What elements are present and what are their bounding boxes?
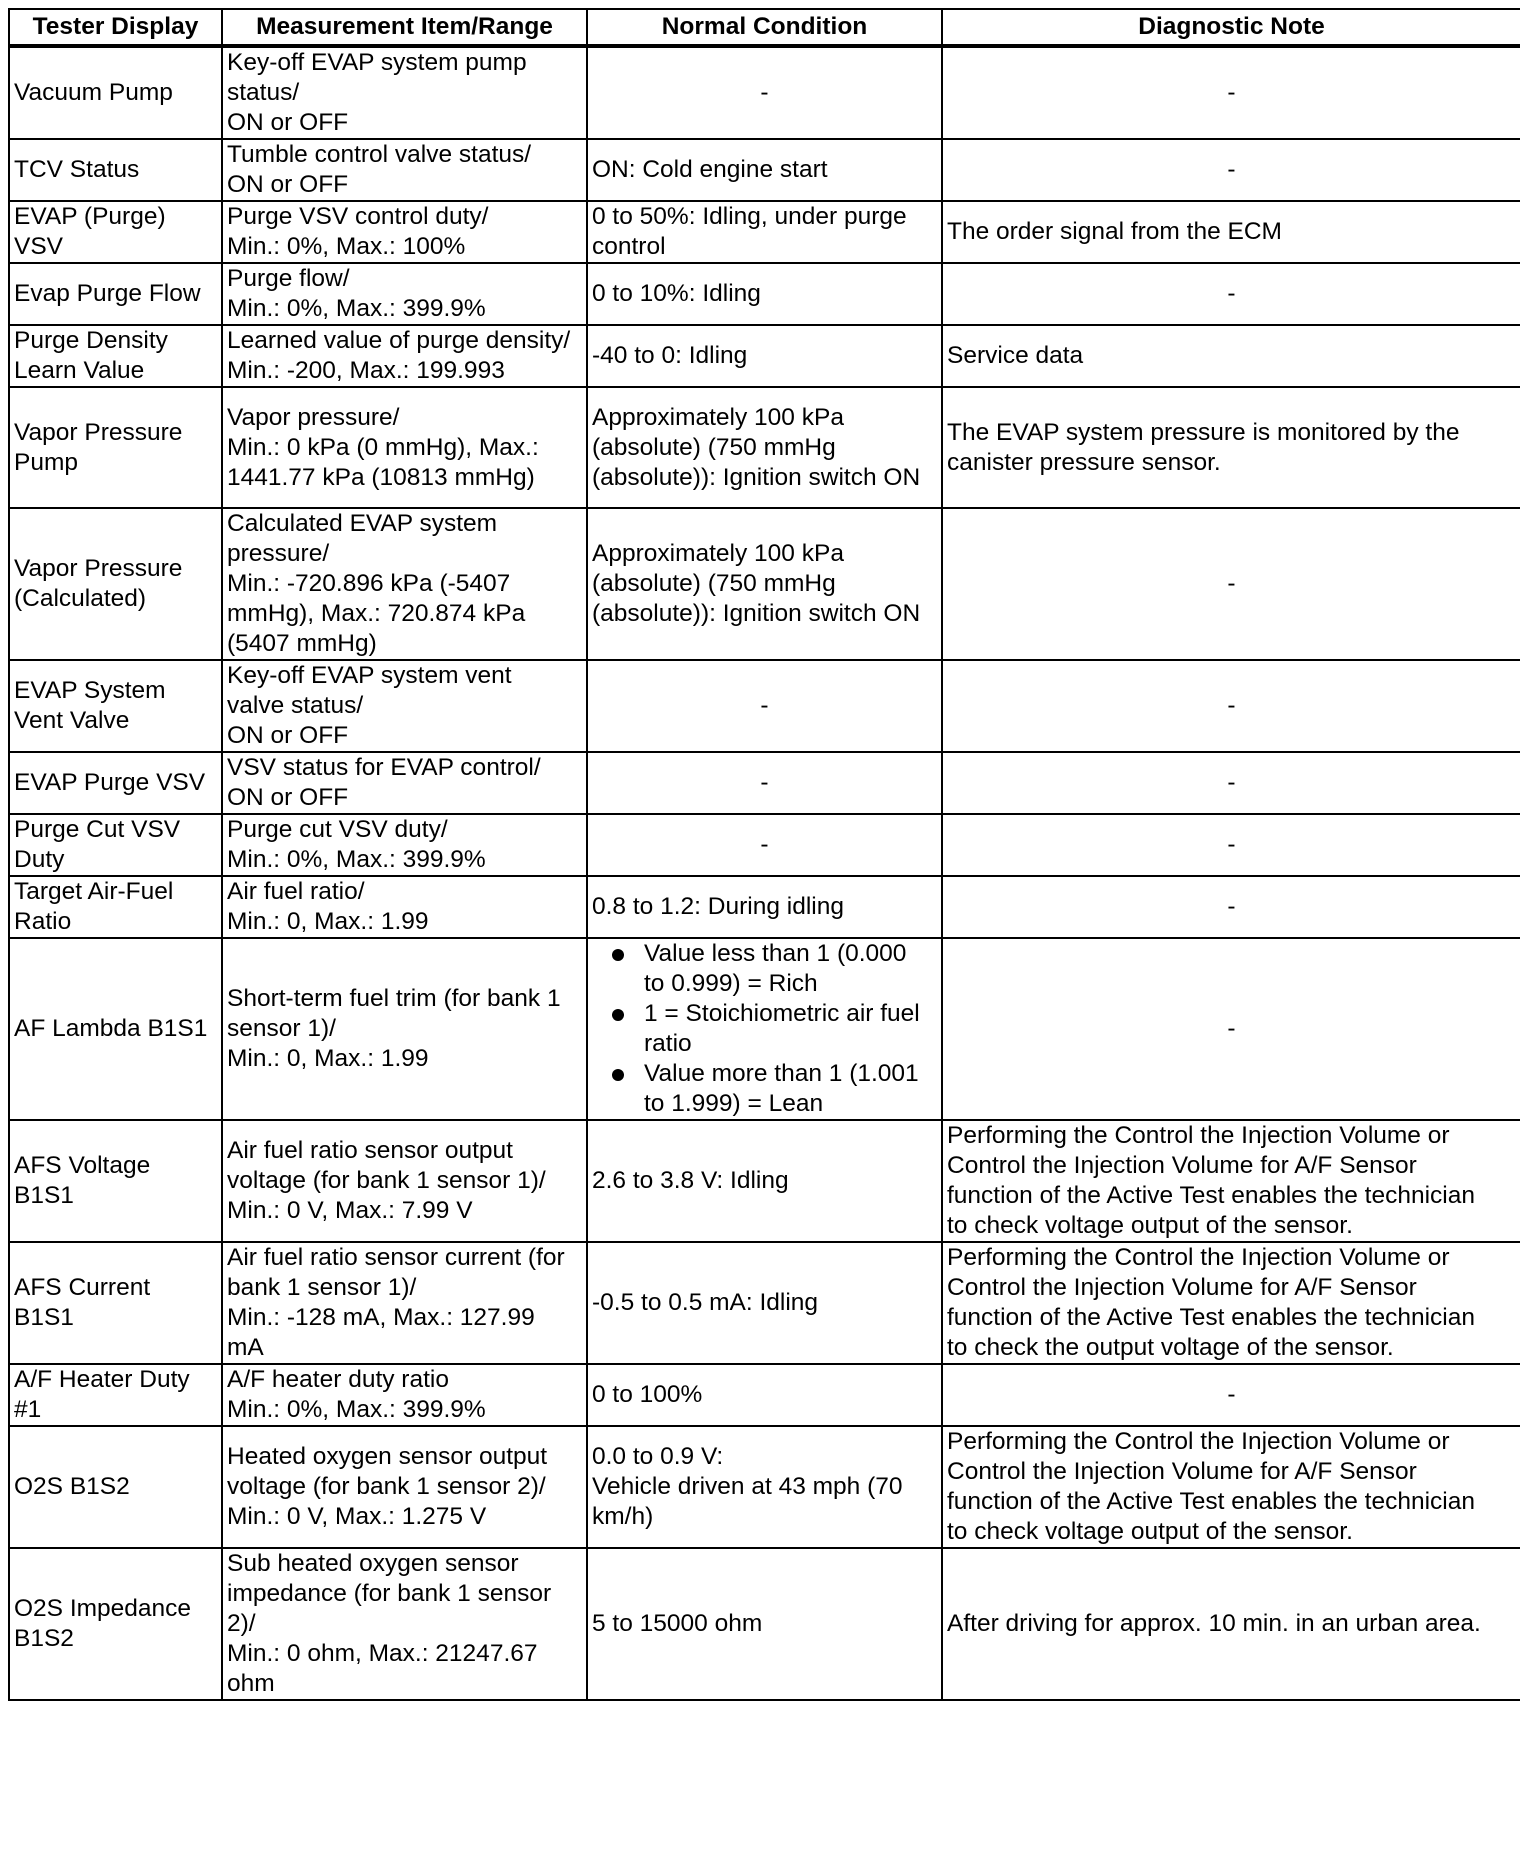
cell-normal-condition — [587, 325, 942, 387]
table-header-row — [9, 9, 1520, 46]
tester-display-line: Ratio — [14, 908, 72, 935]
table-row — [9, 325, 1520, 387]
diagnostic-note-line: Performing the Control the Injection Volume or — [947, 1122, 1450, 1149]
cell-diagnostic-note — [942, 263, 1520, 325]
cell-diagnostic-note — [942, 1364, 1520, 1426]
cell-tester-display — [9, 508, 222, 660]
measurement-item-line: bank 1 sensor 1)/ — [227, 1274, 417, 1301]
table-row — [9, 139, 1520, 201]
measurement-item-line: Min.: -200, Max.: 199.993 — [227, 357, 505, 384]
diagnostic-note-line: The EVAP system pressure is monitored by the — [947, 418, 1460, 446]
cell-normal-condition — [587, 938, 942, 1120]
table-row — [9, 1426, 1520, 1548]
normal-condition-line: Approximately 100 kPa — [592, 540, 844, 567]
diagnostic-note-line: Control the Injection Volume for A/F Sensor — [947, 1458, 1417, 1485]
tester-display-line: Vapor Pressure — [14, 418, 183, 446]
normal-condition-line: - — [760, 79, 769, 106]
tester-display-line: Pump — [14, 448, 79, 476]
cell-diagnostic-note — [942, 325, 1520, 387]
cell-normal-condition — [587, 46, 942, 139]
diagnostic-note-line: function of the Active Test enables the technician — [947, 1182, 1476, 1209]
cell-diagnostic-note — [942, 752, 1520, 814]
tester-display-line: EVAP (Purge) — [14, 203, 166, 230]
measurement-item-line: ON or OFF — [227, 784, 349, 811]
normal-condition-line: 0 to 10%: Idling — [592, 280, 761, 307]
tester-display-line: Evap Purge Flow — [14, 280, 201, 307]
cell-tester-display — [9, 660, 222, 752]
cell-measurement-item — [222, 325, 587, 387]
cell-measurement-item — [222, 46, 587, 139]
cell-diagnostic-note — [942, 1548, 1520, 1700]
cell-tester-display — [9, 1364, 222, 1426]
cell-diagnostic-note — [942, 508, 1520, 660]
measurement-item-line: Min.: 0, Max.: 1.99 — [227, 1045, 429, 1072]
cell-tester-display — [9, 1548, 222, 1700]
header-normal-condition: Normal Condition — [587, 9, 942, 46]
cell-diagnostic-note — [942, 46, 1520, 139]
tester-display-line: O2S B1S2 — [14, 1473, 130, 1500]
diagnostic-note-line: - — [1227, 692, 1236, 719]
normal-condition-bullet-line: ratio — [644, 1030, 692, 1057]
cell-diagnostic-note — [942, 1242, 1520, 1364]
measurement-item-line: Sub heated oxygen sensor — [227, 1550, 519, 1577]
normal-condition-line: - — [760, 769, 769, 796]
tester-display-line: Vapor Pressure — [14, 555, 183, 582]
cell-normal-condition — [587, 876, 942, 938]
cell-tester-display — [9, 263, 222, 325]
measurement-item-line: valve status/ — [227, 692, 364, 719]
diagnostic-note-line: Service data — [947, 342, 1084, 369]
measurement-item-line: Min.: 0 ohm, Max.: 21247.67 — [227, 1640, 538, 1667]
cell-measurement-item — [222, 1364, 587, 1426]
list-item — [644, 939, 937, 999]
header-tester-display: Tester Display — [9, 9, 222, 46]
table-row — [9, 263, 1520, 325]
measurement-item-line: Min.: 0 V, Max.: 7.99 V — [227, 1197, 473, 1224]
measurement-item-line: Air fuel ratio sensor current (for — [227, 1244, 565, 1271]
cell-normal-condition — [587, 387, 942, 508]
measurement-item-line: Heated oxygen sensor output — [227, 1443, 548, 1470]
cell-tester-display — [9, 752, 222, 814]
normal-condition-bullet-line: Value more than 1 (1.001 — [644, 1060, 919, 1087]
table-row — [9, 201, 1520, 263]
cell-normal-condition — [587, 814, 942, 876]
cell-tester-display — [9, 1120, 222, 1242]
measurement-item-line: (5407 mmHg) — [227, 630, 377, 657]
bullet-icon — [612, 949, 624, 961]
measurement-item-line: Calculated EVAP system — [227, 510, 498, 537]
cell-normal-condition — [587, 263, 942, 325]
normal-condition-line: (absolute) (750 mmHg — [592, 433, 836, 461]
normal-condition-bullet-line: Value less than 1 (0.000 — [644, 940, 907, 967]
normal-condition-line: 0 to 50%: Idling, under purge — [592, 203, 907, 230]
measurement-item-line: pressure/ — [227, 540, 330, 567]
table-row — [9, 1364, 1520, 1426]
normal-condition-line: (absolute)): Ignition switch ON — [592, 463, 921, 491]
tester-display-line: TCV Status — [14, 156, 140, 183]
diagnostic-note-line: Performing the Control the Injection Volume or — [947, 1244, 1450, 1271]
measurement-item-line: Purge cut VSV duty/ — [227, 816, 448, 843]
diagnostic-note-line: to check the output voltage of the sensor. — [947, 1334, 1394, 1361]
tester-display-line: Vent Valve — [14, 707, 130, 734]
tester-display-line: B1S2 — [14, 1625, 74, 1652]
measurement-item-line: Purge flow/ — [227, 265, 350, 292]
measurement-item-line: Min.: -128 mA, Max.: 127.99 — [227, 1304, 535, 1331]
measurement-item-line: Short-term fuel trim (for bank 1 — [227, 985, 561, 1012]
table-row — [9, 1242, 1520, 1364]
cell-tester-display — [9, 325, 222, 387]
cell-normal-condition — [587, 201, 942, 263]
tester-display-line: Purge Density — [14, 327, 168, 354]
measurement-item-line: Min.: 0 V, Max.: 1.275 V — [227, 1503, 487, 1530]
measurement-item-line: Min.: -720.896 kPa (-5407 — [227, 570, 511, 597]
diagnostic-note-line: - — [1227, 1015, 1236, 1042]
tester-display-line: EVAP Purge VSV — [14, 769, 206, 796]
measurement-item-line: impedance (for bank 1 sensor — [227, 1580, 552, 1607]
bullet-icon — [612, 1069, 624, 1081]
measurement-item-line: Air fuel ratio sensor output — [227, 1137, 513, 1164]
diagnostic-note-line: - — [1227, 1381, 1236, 1408]
cell-tester-display — [9, 814, 222, 876]
table-row — [9, 387, 1520, 508]
cell-measurement-item — [222, 263, 587, 325]
tester-display-line: (Calculated) — [14, 585, 147, 612]
table-row — [9, 752, 1520, 814]
normal-condition-line: - — [760, 692, 769, 719]
data-list-table — [8, 8, 1520, 1701]
cell-measurement-item — [222, 508, 587, 660]
cell-measurement-item — [222, 1242, 587, 1364]
normal-condition-line: Vehicle driven at 43 mph (70 — [592, 1473, 903, 1500]
cell-diagnostic-note — [942, 1426, 1520, 1548]
measurement-item-line: mmHg), Max.: 720.874 kPa — [227, 600, 526, 627]
cell-normal-condition — [587, 508, 942, 660]
normal-condition-list — [592, 939, 937, 1119]
cell-tester-display — [9, 1426, 222, 1548]
tester-display-line: Vacuum Pump — [14, 79, 173, 106]
measurement-item-line: ON or OFF — [227, 722, 349, 749]
normal-condition-line: -40 to 0: Idling — [592, 342, 748, 369]
diagnostic-note-line: Performing the Control the Injection Volume or — [947, 1428, 1450, 1455]
normal-condition-line: control — [592, 233, 666, 260]
cell-measurement-item — [222, 201, 587, 263]
diagnostic-note-line: The order signal from the ECM — [947, 218, 1282, 245]
normal-condition-bullet-line: to 1.999) = Lean — [644, 1090, 824, 1117]
table-row — [9, 508, 1520, 660]
cell-diagnostic-note — [942, 139, 1520, 201]
cell-measurement-item — [222, 387, 587, 508]
measurement-item-line: Vapor pressure/ — [227, 403, 400, 431]
header-diagnostic-note: Diagnostic Note — [942, 9, 1520, 46]
tester-display-line: Learn Value — [14, 357, 145, 384]
normal-condition-line: 0.8 to 1.2: During idling — [592, 893, 844, 920]
measurement-item-line: 1441.77 kPa (10813 mmHg) — [227, 463, 535, 491]
cell-normal-condition — [587, 1426, 942, 1548]
measurement-item-line: Key-off EVAP system pump — [227, 49, 527, 76]
cell-diagnostic-note — [942, 814, 1520, 876]
cell-measurement-item — [222, 752, 587, 814]
cell-diagnostic-note — [942, 876, 1520, 938]
tester-display-line: AFS Current — [14, 1274, 151, 1301]
tester-display-line: Target Air-Fuel — [14, 878, 174, 905]
tester-display-line: Duty — [14, 846, 65, 873]
measurement-item-line: Learned value of purge density/ — [227, 327, 571, 354]
header-measurement-item: Measurement Item/Range — [222, 9, 587, 46]
normal-condition-line: - — [760, 831, 769, 858]
diagnostic-note-line: - — [1227, 79, 1236, 106]
measurement-item-line: 2)/ — [227, 1610, 256, 1637]
cell-tester-display — [9, 938, 222, 1120]
diagnostic-note-line: Control the Injection Volume for A/F Sensor — [947, 1152, 1417, 1179]
normal-condition-line: 0.0 to 0.9 V: — [592, 1443, 724, 1470]
measurement-item-line: Purge VSV control duty/ — [227, 203, 489, 230]
diagnostic-note-line: After driving for approx. 10 min. in an urban area. — [947, 1610, 1481, 1637]
cell-normal-condition — [587, 1364, 942, 1426]
diagnostic-note-line: - — [1227, 570, 1236, 597]
diagnostic-note-line: - — [1227, 769, 1236, 796]
normal-condition-line: ON: Cold engine start — [592, 156, 828, 183]
measurement-item-line: Air fuel ratio/ — [227, 878, 365, 905]
measurement-item-line: ON or OFF — [227, 109, 349, 136]
measurement-item-line: sensor 1)/ — [227, 1015, 336, 1042]
measurement-item-line: Min.: 0%, Max.: 399.9% — [227, 1396, 486, 1423]
diagnostic-note-line: - — [1227, 893, 1236, 920]
cell-measurement-item — [222, 660, 587, 752]
tester-display-line: Purge Cut VSV — [14, 816, 181, 843]
tester-display-line: AFS Voltage — [14, 1152, 151, 1179]
cell-tester-display — [9, 387, 222, 508]
measurement-item-line: Tumble control valve status/ — [227, 141, 532, 168]
measurement-item-line: ON or OFF — [227, 171, 349, 198]
tester-display-line: A/F Heater Duty — [14, 1366, 190, 1393]
diagnostic-note-line: - — [1227, 831, 1236, 858]
table-row — [9, 1548, 1520, 1700]
cell-measurement-item — [222, 876, 587, 938]
tester-display-line: B1S1 — [14, 1182, 74, 1209]
diagnostic-note-line: function of the Active Test enables the technician — [947, 1488, 1476, 1515]
cell-diagnostic-note — [942, 938, 1520, 1120]
normal-condition-line: (absolute) (750 mmHg — [592, 570, 836, 597]
diagnostic-note-line: canister pressure sensor. — [947, 448, 1221, 476]
table-row — [9, 938, 1520, 1120]
measurement-item-line: voltage (for bank 1 sensor 2)/ — [227, 1473, 546, 1500]
diagnostic-note-line: to check voltage output of the sensor. — [947, 1518, 1353, 1545]
table-row — [9, 660, 1520, 752]
measurement-item-line: Key-off EVAP system vent — [227, 662, 512, 689]
cell-tester-display — [9, 139, 222, 201]
measurement-item-line: Min.: 0%, Max.: 399.9% — [227, 846, 486, 873]
cell-tester-display — [9, 1242, 222, 1364]
cell-measurement-item — [222, 938, 587, 1120]
cell-tester-display — [9, 201, 222, 263]
measurement-item-line: A/F heater duty ratio — [227, 1366, 449, 1393]
diagnostic-note-line: - — [1227, 280, 1236, 307]
cell-normal-condition — [587, 752, 942, 814]
normal-condition-bullet-line: to 0.999) = Rich — [644, 970, 818, 997]
cell-measurement-item — [222, 1426, 587, 1548]
diagnostic-note-line: function of the Active Test enables the technician — [947, 1304, 1476, 1331]
table-row — [9, 876, 1520, 938]
list-item — [644, 999, 937, 1059]
cell-measurement-item — [222, 1120, 587, 1242]
diagnostic-note-line: to check voltage output of the sensor. — [947, 1212, 1353, 1239]
cell-normal-condition — [587, 139, 942, 201]
table-row — [9, 1120, 1520, 1242]
measurement-item-line: status/ — [227, 79, 300, 106]
normal-condition-bullet-line: 1 = Stoichiometric air fuel — [644, 1000, 920, 1027]
measurement-item-line: mA — [227, 1334, 264, 1361]
cell-tester-display — [9, 876, 222, 938]
diagnostic-note-line: - — [1227, 156, 1236, 183]
cell-diagnostic-note — [942, 387, 1520, 508]
measurement-item-line: Min.: 0 kPa (0 mmHg), Max.: — [227, 433, 539, 461]
table-row — [9, 814, 1520, 876]
measurement-item-line: voltage (for bank 1 sensor 1)/ — [227, 1167, 546, 1194]
table-body — [9, 46, 1520, 1700]
measurement-item-line: ohm — [227, 1670, 275, 1697]
cell-measurement-item — [222, 1548, 587, 1700]
normal-condition-line: (absolute)): Ignition switch ON — [592, 600, 921, 627]
cell-measurement-item — [222, 139, 587, 201]
measurement-item-line: Min.: 0%, Max.: 399.9% — [227, 295, 486, 322]
cell-tester-display — [9, 46, 222, 139]
cell-diagnostic-note — [942, 201, 1520, 263]
tester-display-line: O2S Impedance — [14, 1595, 192, 1622]
normal-condition-line: km/h) — [592, 1503, 654, 1530]
bullet-icon — [612, 1009, 624, 1021]
cell-diagnostic-note — [942, 660, 1520, 752]
normal-condition-line: Approximately 100 kPa — [592, 403, 844, 431]
list-item — [644, 1059, 937, 1119]
tester-display-line: EVAP System — [14, 677, 166, 704]
table-row — [9, 46, 1520, 139]
tester-display-line: B1S1 — [14, 1304, 74, 1331]
cell-normal-condition — [587, 660, 942, 752]
normal-condition-line: 0 to 100% — [592, 1381, 703, 1408]
cell-diagnostic-note — [942, 1120, 1520, 1242]
measurement-item-line: Min.: 0%, Max.: 100% — [227, 233, 466, 260]
cell-normal-condition — [587, 1548, 942, 1700]
cell-normal-condition — [587, 1242, 942, 1364]
tester-display-line: VSV — [14, 233, 64, 260]
tester-display-line: AF Lambda B1S1 — [14, 1015, 208, 1042]
tester-display-line: #1 — [14, 1396, 42, 1423]
normal-condition-line: 5 to 15000 ohm — [592, 1610, 763, 1637]
measurement-item-line: VSV status for EVAP control/ — [227, 754, 541, 781]
cell-measurement-item — [222, 814, 587, 876]
normal-condition-line: 2.6 to 3.8 V: Idling — [592, 1167, 789, 1194]
diagnostic-note-line: Control the Injection Volume for A/F Sensor — [947, 1274, 1417, 1301]
measurement-item-line: Min.: 0, Max.: 1.99 — [227, 908, 429, 935]
normal-condition-line: -0.5 to 0.5 mA: Idling — [592, 1289, 819, 1316]
cell-normal-condition — [587, 1120, 942, 1242]
